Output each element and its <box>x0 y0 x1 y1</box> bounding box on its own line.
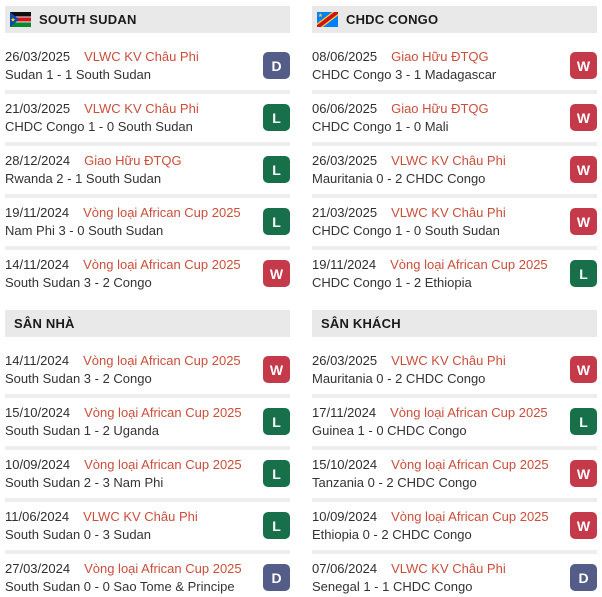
match-score: South Sudan 0 - 3 Sudan <box>5 527 152 542</box>
match-list <box>312 42 597 298</box>
match-row[interactable] <box>312 346 597 398</box>
competition-link[interactable]: Vòng loại African Cup 2025 <box>83 205 241 220</box>
match-date: 15/10/2024 <box>5 405 71 420</box>
result-badge: L <box>263 408 290 435</box>
result-badge: L <box>263 104 290 131</box>
match-score: Nam Phi 3 - 0 South Sudan <box>5 223 164 238</box>
competition-link[interactable]: Vòng loại African Cup 2025 <box>390 257 548 272</box>
match-info <box>312 560 560 595</box>
match-row[interactable] <box>5 198 290 250</box>
match-info <box>5 256 253 291</box>
match-info <box>312 152 560 187</box>
section-title: SOUTH SUDAN <box>39 12 137 27</box>
competition-link[interactable]: VLWC KV Châu Phi <box>391 353 506 368</box>
match-date: 26/03/2025 <box>312 353 378 368</box>
match-date: 26/03/2025 <box>312 153 378 168</box>
result-badge: L <box>263 208 290 235</box>
match-info <box>312 508 560 543</box>
section-title: SÂN NHÀ <box>14 316 75 331</box>
section-title: SÂN KHÁCH <box>321 316 401 331</box>
competition-link[interactable]: VLWC KV Châu Phi <box>84 49 199 64</box>
match-row[interactable] <box>5 250 290 298</box>
match-info <box>5 560 253 595</box>
section-title: CHDC CONGO <box>346 12 439 27</box>
match-info <box>312 404 560 439</box>
match-info <box>312 352 560 387</box>
match-date: 28/12/2024 <box>5 153 71 168</box>
competition-link[interactable]: VLWC KV Châu Phi <box>83 509 198 524</box>
competition-link[interactable]: Vòng loại African Cup 2025 <box>391 457 549 472</box>
match-date: 14/11/2024 <box>5 353 70 368</box>
match-score: CHDC Congo 1 - 0 South Sudan <box>312 223 500 238</box>
match-list <box>5 346 290 597</box>
competition-link[interactable]: Vòng loại African Cup 2025 <box>390 405 548 420</box>
result-badge: L <box>263 512 290 539</box>
match-date: 14/11/2024 <box>5 257 70 272</box>
section-header <box>5 310 290 337</box>
result-badge: W <box>263 260 290 287</box>
match-info <box>5 352 253 387</box>
competition-link[interactable]: Vòng loại African Cup 2025 <box>83 353 241 368</box>
match-info <box>5 152 253 187</box>
match-score: Guinea 1 - 0 CHDC Congo <box>312 423 467 438</box>
section-header <box>312 6 597 33</box>
match-score: South Sudan 1 - 2 Uganda <box>5 423 159 438</box>
match-date: 19/11/2024 <box>312 257 377 272</box>
match-row[interactable] <box>312 554 597 597</box>
match-info <box>5 100 253 135</box>
match-row[interactable] <box>5 502 290 554</box>
match-score: Senegal 1 - 1 CHDC Congo <box>312 579 473 594</box>
match-date: 06/06/2025 <box>312 101 378 116</box>
result-badge: W <box>570 512 597 539</box>
match-row[interactable] <box>312 42 597 94</box>
match-row[interactable] <box>312 250 597 298</box>
match-date: 17/11/2024 <box>312 405 377 420</box>
result-badge: W <box>570 52 597 79</box>
match-date: 11/06/2024 <box>5 509 70 524</box>
match-score: CHDC Congo 3 - 1 Madagascar <box>312 67 497 82</box>
competition-link[interactable]: Vòng loại African Cup 2025 <box>84 457 242 472</box>
competition-link[interactable]: VLWC KV Châu Phi <box>84 101 199 116</box>
competition-link[interactable]: Vòng loại African Cup 2025 <box>84 561 242 576</box>
match-date: 07/06/2024 <box>312 561 378 576</box>
competition-link[interactable]: Giao Hữu ĐTQG <box>391 101 489 116</box>
match-row[interactable] <box>5 42 290 94</box>
result-badge: L <box>570 260 597 287</box>
match-info <box>5 404 253 439</box>
result-badge: W <box>570 460 597 487</box>
competition-link[interactable]: VLWC KV Châu Phi <box>391 561 506 576</box>
match-info <box>5 456 253 491</box>
result-badge: D <box>263 564 290 591</box>
match-date: 15/10/2024 <box>312 457 378 472</box>
competition-link[interactable]: Vòng loại African Cup 2025 <box>391 509 549 524</box>
competition-link[interactable]: Vòng loại African Cup 2025 <box>83 257 241 272</box>
section-chdc-congo <box>312 6 597 298</box>
competition-link[interactable]: Vòng loại African Cup 2025 <box>84 405 242 420</box>
match-score: CHDC Congo 1 - 0 South Sudan <box>5 119 193 134</box>
result-badge: W <box>570 356 597 383</box>
result-badge: L <box>570 408 597 435</box>
match-info <box>5 48 253 83</box>
match-row[interactable] <box>312 398 597 450</box>
match-score: South Sudan 3 - 2 Congo <box>5 371 152 386</box>
match-row[interactable] <box>5 346 290 398</box>
match-list <box>312 346 597 597</box>
match-row[interactable] <box>312 94 597 146</box>
match-score: Tanzania 0 - 2 CHDC Congo <box>312 475 477 490</box>
match-row[interactable] <box>312 198 597 250</box>
match-date: 08/06/2025 <box>312 49 378 64</box>
result-badge: L <box>263 156 290 183</box>
south-sudan-flag-icon <box>10 12 31 27</box>
match-date: 27/03/2024 <box>5 561 71 576</box>
match-score: CHDC Congo 1 - 0 Mali <box>312 119 449 134</box>
match-info <box>312 456 560 491</box>
match-row[interactable] <box>5 398 290 450</box>
match-row[interactable] <box>5 94 290 146</box>
match-date: 10/09/2024 <box>5 457 71 472</box>
match-info <box>5 508 253 543</box>
match-date: 19/11/2024 <box>5 205 70 220</box>
result-badge: W <box>570 208 597 235</box>
match-row[interactable] <box>312 502 597 554</box>
match-info <box>312 48 560 83</box>
result-badge: D <box>570 564 597 591</box>
match-row[interactable] <box>5 146 290 198</box>
match-info <box>5 204 253 239</box>
match-score: Ethiopia 0 - 2 CHDC Congo <box>312 527 472 542</box>
match-score: South Sudan 2 - 3 Nam Phi <box>5 475 164 490</box>
match-info <box>312 204 560 239</box>
match-score: Rwanda 2 - 1 South Sudan <box>5 171 162 186</box>
section-header <box>312 310 597 337</box>
result-badge: L <box>263 460 290 487</box>
section-south-sudan <box>5 6 290 298</box>
result-badge: D <box>263 52 290 79</box>
competition-link[interactable]: VLWC KV Châu Phi <box>391 153 506 168</box>
match-info <box>312 100 560 135</box>
match-score: Mauritania 0 - 2 CHDC Congo <box>312 171 486 186</box>
match-date: 21/03/2025 <box>312 205 378 220</box>
match-row[interactable] <box>5 450 290 502</box>
match-date: 10/09/2024 <box>312 509 378 524</box>
dr-congo-flag-icon <box>317 12 338 27</box>
match-date: 26/03/2025 <box>5 49 71 64</box>
match-score: South Sudan 3 - 2 Congo <box>5 275 152 290</box>
result-badge: W <box>263 356 290 383</box>
match-score: Mauritania 0 - 2 CHDC Congo <box>312 371 486 386</box>
competition-link[interactable]: VLWC KV Châu Phi <box>391 205 506 220</box>
match-row[interactable] <box>312 450 597 502</box>
match-score: Sudan 1 - 1 South Sudan <box>5 67 152 82</box>
match-info <box>312 256 560 291</box>
result-badge: W <box>570 104 597 131</box>
match-row[interactable] <box>312 146 597 198</box>
competition-link[interactable]: Giao Hữu ĐTQG <box>84 153 182 168</box>
match-list <box>5 42 290 298</box>
section-header <box>5 6 290 33</box>
match-date: 21/03/2025 <box>5 101 71 116</box>
match-score: South Sudan 0 - 0 Sao Tome & Principe <box>5 579 235 594</box>
result-badge: W <box>570 156 597 183</box>
section-san-nha <box>5 310 290 597</box>
match-score: CHDC Congo 1 - 2 Ethiopia <box>312 275 472 290</box>
section-san-khach <box>312 310 597 597</box>
match-row[interactable] <box>5 554 290 597</box>
competition-link[interactable]: Giao Hữu ĐTQG <box>391 49 489 64</box>
